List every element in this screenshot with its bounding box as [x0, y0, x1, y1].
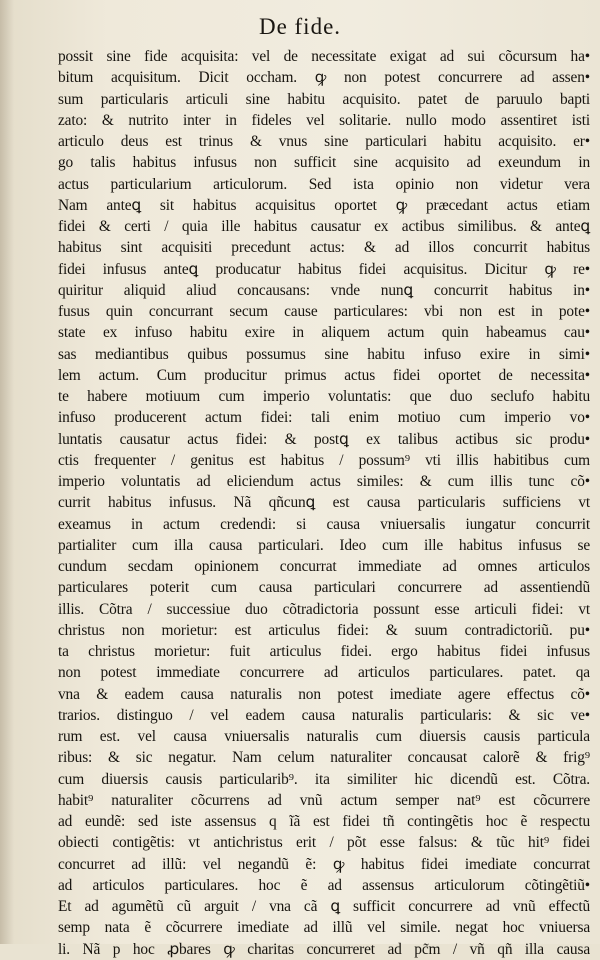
text-line: Et ad agumẽtũ cũ arguit / vna cã ꝗ sufficit concurrere ad vnũ effectũ	[58, 898, 590, 915]
text-line: zato: & nutrito inter in fideles vel solitarie. nullo modo assentiret isti	[58, 111, 590, 129]
text-line: luntatis causatur actus fidei: & postꝗ ex talibus actibus sic produ•	[58, 430, 590, 448]
text-line: ctis frequenter / genitus est habitus / possum⁹ vti illis habitibus cum	[58, 451, 590, 469]
text-line: particulares poterit cum causa particulari concurrere ad assentiendũ	[58, 579, 590, 597]
text-line: illis. Cõtra / successiue duo cõtradictoria possunt esse articuli fidei: vt	[58, 600, 590, 618]
text-line: ad articulos particulares. hoc ẽ ad assensus articulorum cõtingẽtiũ•	[58, 876, 590, 894]
text-line: obiecti contigẽtis: vt antichristus erit / põt esse falsus: & tũc hit⁹ fidei	[58, 834, 590, 852]
text-line: sum particularis articuli sine habitu acquisito. patet de paruulo bapti	[58, 90, 590, 108]
text-block	[58, 46, 590, 960]
text-line: ribus: & sic negatur. Nam celum naturaliter concausat calorẽ & frig⁹	[58, 749, 590, 767]
text-line: non potest immediate concurrere ad articulos particulares. patet. qa	[58, 664, 590, 682]
text-line: possit sine fide acquisita: vel de necessitate exigat ad sui cõcursum ha•	[58, 48, 590, 65]
text-line: fusus quin concurrant secum cause particulares: vbi non est in pote•	[58, 303, 590, 320]
text-line: exeamus in actum credendi: si causa vniuersalis iungatur concurrit	[58, 515, 590, 533]
text-line: ta christus morietur: fuit articulus fidei. ergo habitus fidei infusus	[58, 643, 590, 660]
running-head: De fide.	[258, 14, 342, 39]
text-line: infuso producerent actum fidei: tali enim motiuo cum imperio vo•	[58, 409, 590, 427]
text-line: concurret ad illũ: vel negandũ ẽ: ꝙ habitus fidei imediate concurrat	[58, 855, 590, 873]
text-line: lem actum. Cum producitur primus actus fidei oportet de necessita•	[58, 366, 590, 384]
text-line: christus non morietur: est articulus fidei: & suum contradictoriũ. pu•	[58, 621, 590, 639]
text-line: currit habitus infusus. Nã qñcunꝗ est causa particularis sufficiens vt	[58, 494, 590, 512]
text-line: state ex infuso habitu exire in aliquem actum quin habeamus cau•	[58, 324, 590, 342]
text-line: fidei & certi / quia ille habitus causatur ex actibus similibus. & anteꝗ	[58, 218, 590, 235]
text-line: cundum secdam opinionem concurrat immediate ad omnes articulos	[58, 558, 590, 575]
text-line: partialiter cum illa causa particulari. Ideo cum ille habitus infusus se	[58, 536, 590, 554]
text-line: li. Nã p hoc ꝓbares ꝙ charitas concurreret ad pc̃m / vñ qñ illa causa	[58, 940, 590, 958]
text-line: sas mediantibus quibus possumus sine habitu infuso exire in simi•	[58, 345, 590, 363]
gutter-shadow	[0, 0, 14, 944]
text-line: semp nata ẽ cõcurrere imediate ad illũ vel simile. negat hoc vniuersa	[58, 919, 590, 937]
text-line: quiritur aliquid aliud concausans: vnde nunꝗ concurrit habitus in•	[58, 281, 590, 299]
text-line: rum est. vel causa vniuersalis naturalis cum diuersis causis particula	[58, 728, 590, 745]
text-line: vna & eadem causa naturalis non potest imediate agere effectus cõ•	[58, 685, 590, 703]
text-line: go talis habitus infusus non sufficit sine acquisito ad exeundum in	[58, 154, 590, 172]
text-line: articulo deus est trinus & vnus sine particulari habitu acquisito. er•	[58, 133, 590, 150]
text-line: te habere motiuum cum imperio voluntatis: que duo seclufo habitu	[58, 388, 590, 405]
text-line: habit⁹ naturaliter cõcurrens ad vnũ actum semper nat⁹ est cõcurrere	[58, 791, 590, 809]
text-line: bitum acquisitum. Dicit occham. ꝙ non potest concurrere ad assen•	[58, 69, 590, 87]
text-line: Nam anteꝗ sit habitus acquisitus oportet ꝙ præcedant actus etiam	[58, 196, 590, 214]
text-line: imperio voluntatis ad eliciendum actus similes: & cum illis tunc cõ•	[58, 473, 590, 490]
text-line: fidei infusus anteꝗ producatur habitus fidei acquisitus. Dicitur ꝙ re•	[58, 260, 590, 278]
text-line: actus particularium articulorum. Sed ista opinio non videtur vera	[58, 175, 590, 193]
text-line: ad eundẽ: sed iste assensus q ĩã est fidei tñ contingẽtis hoc ẽ respectu	[58, 813, 590, 830]
text-line: trarios. distinguo / vel eadem causa naturalis particularis: & sic ve•	[58, 706, 590, 724]
text-line: habitus sint acquisiti precedunt actus: & ad illos concurrit habitus	[58, 239, 590, 257]
text-line: cum diuersis causis particularib⁹. ita similiter hic dicendũ est. Cõtra.	[58, 770, 590, 788]
